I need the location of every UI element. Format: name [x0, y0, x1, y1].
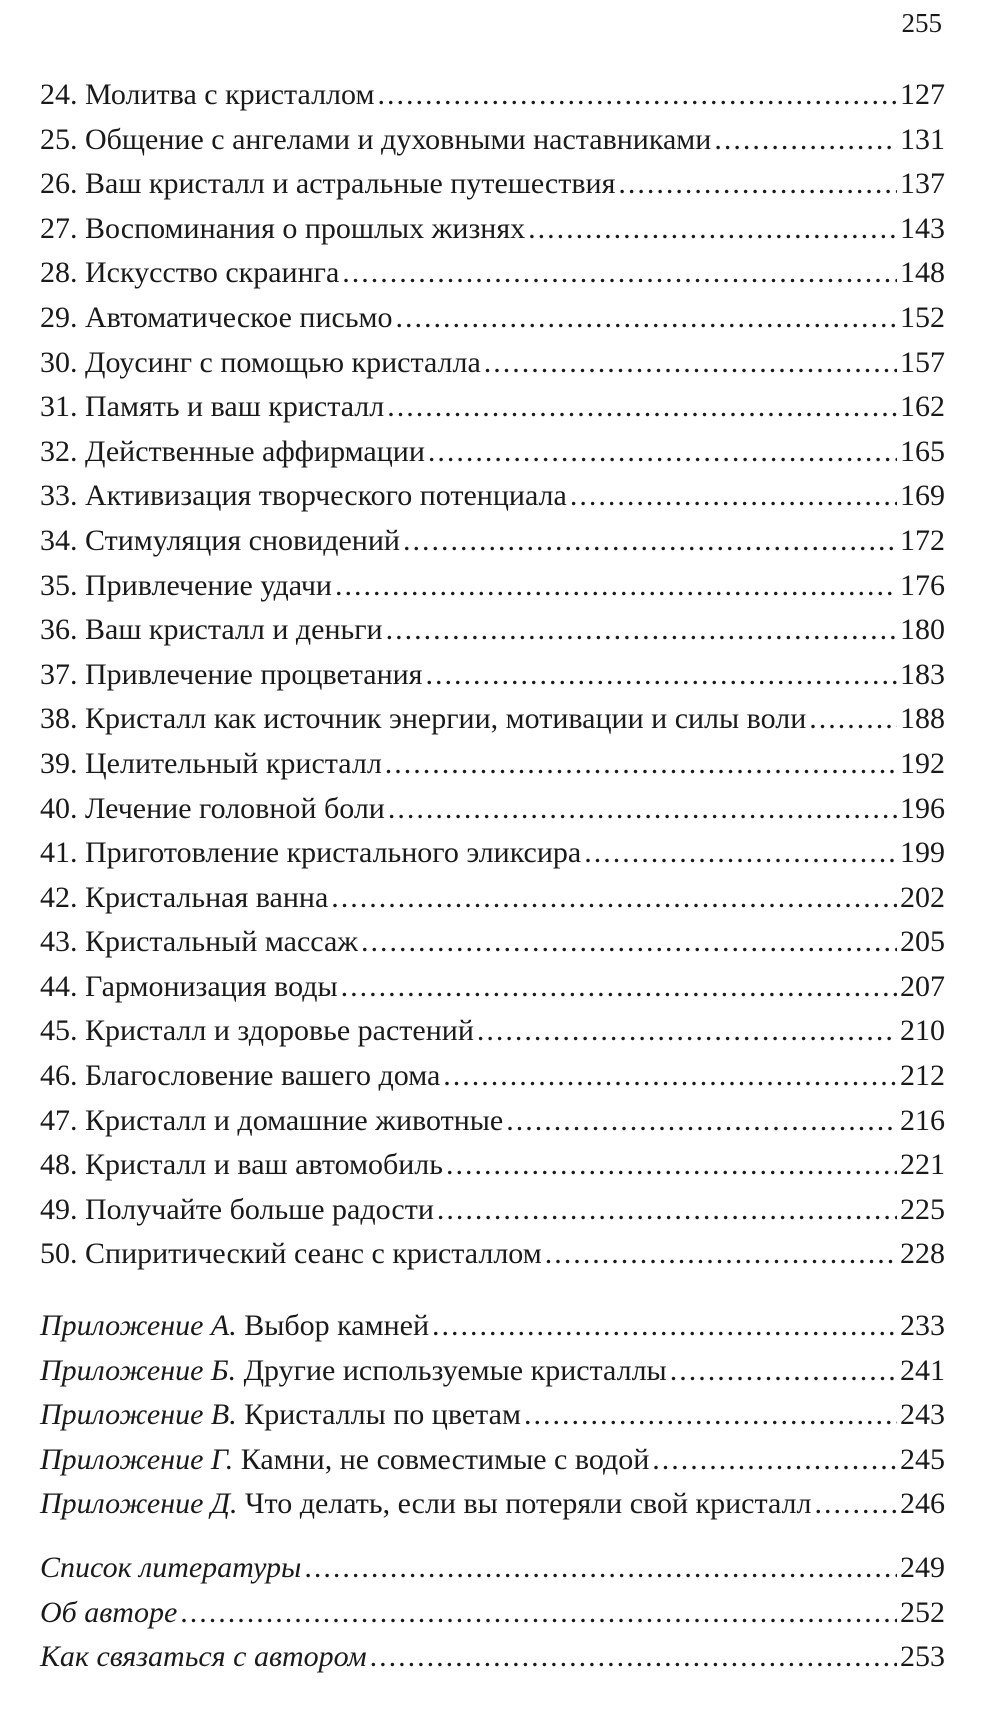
entry-title-text: Другие используемые кристаллы [243, 1353, 667, 1387]
entry-title-text: 32. Действенные аффирмации [40, 434, 425, 468]
appendix-prefix: Приложение Д. [40, 1487, 238, 1521]
toc-entry [40, 965, 945, 1010]
entry-page-number: 162 [900, 390, 945, 424]
toc-entry [40, 207, 945, 252]
appendix-entry [40, 1349, 945, 1394]
entry-title [40, 1143, 443, 1188]
entry-page-number: 233 [900, 1309, 945, 1342]
entry-page-number: 199 [900, 836, 945, 870]
dot-leader [377, 73, 897, 118]
toc-entry [40, 519, 945, 564]
entry-title-text: 44. Гармонизация воды [40, 969, 338, 1003]
entry-title [40, 965, 338, 1010]
entry-page-number: 183 [900, 657, 945, 691]
entry-title-text: Камни, не совместимые с водой [240, 1442, 650, 1476]
entry-title-text: Список литературы [40, 1551, 302, 1584]
entry-page-number: 221 [900, 1148, 945, 1182]
entry-title [40, 1304, 429, 1349]
appendix-prefix: Приложение А. [40, 1309, 237, 1342]
entry-page-number: 131 [900, 122, 945, 156]
toc-entry [40, 341, 945, 386]
entry-page-number: 188 [900, 702, 945, 736]
dot-leader [361, 920, 897, 965]
entry-title [40, 920, 358, 965]
back-matter-list [40, 1546, 945, 1680]
dot-leader [432, 1304, 897, 1349]
entry-page-number: 152 [900, 300, 945, 334]
dot-leader [545, 1232, 897, 1277]
dot-leader [443, 1054, 897, 1099]
entry-title [40, 787, 385, 832]
dot-leader [396, 296, 898, 341]
entry-title-text: 29. Автоматическое письмо [40, 300, 393, 334]
entry-page-number: 241 [900, 1353, 945, 1387]
entry-title-text: 46. Благословение вашего дома [40, 1059, 441, 1093]
entry-page-number: 165 [900, 434, 945, 468]
entry-title [40, 341, 481, 386]
dot-leader [484, 341, 897, 386]
entry-title-text: 34. Стимуляция сновидений [40, 523, 400, 557]
entry-title [40, 742, 382, 787]
entry-title-text: Выбор камней [244, 1309, 429, 1342]
entry-title-text: 28. Искусство скраинга [40, 256, 340, 290]
dot-leader [477, 1009, 897, 1054]
appendix-list [40, 1304, 945, 1527]
entry-page-number: 180 [900, 613, 945, 647]
dot-leader [428, 430, 897, 475]
entry-title-text: 33. Активизация творческого потенциала [40, 479, 567, 513]
toc-entry [40, 608, 945, 653]
entry-page-number: 212 [900, 1059, 945, 1093]
entry-title [40, 1232, 542, 1277]
appendix-prefix: Приложение В. [40, 1398, 237, 1432]
dot-leader [814, 1482, 897, 1527]
entry-title [40, 1054, 440, 1099]
entry-title-text: 25. Общение с ангелами и духовными наставниками [40, 122, 712, 156]
entry-page-number: 210 [900, 1014, 945, 1048]
entry-title-text: 27. Воспоминания о прошлых жизнях [40, 211, 526, 245]
page-number: 255 [901, 8, 942, 38]
toc-entry [40, 385, 945, 430]
entry-page-number: 157 [900, 345, 945, 379]
toc-entry [40, 742, 945, 787]
entry-page-number: 169 [900, 479, 945, 513]
entry-page-number: 205 [900, 925, 945, 959]
entry-title [40, 608, 383, 653]
entry-title [40, 519, 400, 564]
entry-page-number: 196 [900, 791, 945, 825]
appendix-prefix: Приложение Г. [40, 1442, 234, 1476]
back-matter-entry [40, 1635, 945, 1680]
toc-entry [40, 1188, 945, 1233]
toc-entry [40, 920, 945, 965]
entry-title-text: 38. Кристалл как источник энергии, мотивации и силы воли [40, 702, 807, 736]
entry-title [40, 831, 581, 876]
toc-entry [40, 1143, 945, 1188]
entry-page-number: 172 [900, 523, 945, 557]
entry-title-text: 49. Получайте больше радости [40, 1192, 434, 1226]
entry-title [40, 653, 422, 698]
entry-page-number: 127 [900, 78, 945, 111]
dot-leader [304, 1546, 897, 1591]
dot-leader [425, 653, 897, 698]
entry-page-number: 148 [900, 256, 945, 290]
toc-entry [40, 1232, 945, 1277]
entry-title [40, 162, 615, 207]
entry-page-number: 192 [900, 746, 945, 780]
entry-title-text: Об авторе [40, 1595, 178, 1629]
toc-entry [40, 1099, 945, 1144]
dot-leader [386, 608, 897, 653]
dot-leader [388, 787, 897, 832]
toc-entry [40, 876, 945, 921]
dot-leader [342, 251, 897, 296]
dot-leader [385, 742, 897, 787]
appendix-entry [40, 1482, 945, 1527]
entry-title-text: 24. Молитва с кристаллом [40, 78, 375, 111]
entry-page-number: 202 [900, 880, 945, 914]
entry-title-text: 43. Кристальный массаж [40, 925, 358, 959]
entry-page-number: 249 [900, 1551, 945, 1584]
entry-title [40, 1635, 367, 1680]
entry-title [40, 118, 711, 163]
entry-title-text: 31. Память и ваш кристалл [40, 390, 385, 424]
toc-entry [40, 430, 945, 475]
entry-title-text: 36. Ваш кристалл и деньги [40, 613, 383, 647]
dot-leader [570, 474, 897, 519]
dot-leader [437, 1188, 897, 1233]
entry-title [40, 1591, 177, 1636]
entry-page-number: 245 [900, 1442, 945, 1476]
entry-title-text: 45. Кристалл и здоровье растений [40, 1014, 474, 1048]
appendix-entry [40, 1304, 945, 1349]
dot-leader [652, 1438, 897, 1483]
chapter-list [40, 73, 945, 1277]
entry-title-text: 37. Привлечение процветания [40, 657, 423, 691]
dot-leader [370, 1635, 897, 1680]
entry-page-number: 252 [900, 1595, 945, 1629]
entry-page-number: 246 [900, 1487, 945, 1521]
entry-title-text: Кристаллы по цветам [244, 1398, 521, 1432]
entry-title [40, 1349, 667, 1394]
dot-leader [506, 1099, 897, 1144]
entry-title [40, 73, 374, 118]
entry-page-number: 137 [900, 167, 945, 201]
dot-leader [446, 1143, 897, 1188]
toc-entry [40, 1054, 945, 1099]
toc-entry [40, 118, 945, 163]
dot-leader [341, 965, 897, 1010]
entry-title-text: 42. Кристальная ванна [40, 880, 329, 914]
entry-title [40, 251, 339, 296]
entry-title-text: 50. Спиритический сеанс с кристаллом [40, 1237, 542, 1271]
entry-title-text: Как связаться с автором [40, 1640, 367, 1674]
entry-title [40, 207, 525, 252]
entry-title-text: 48. Кристалл и ваш автомобиль [40, 1148, 443, 1182]
entry-page-number: 225 [900, 1192, 945, 1226]
entry-title [40, 474, 567, 519]
entry-page-number: 228 [900, 1237, 945, 1271]
toc-entry [40, 787, 945, 832]
dot-leader [670, 1349, 897, 1394]
entry-title [40, 1546, 301, 1591]
entry-title [40, 385, 384, 430]
entry-page-number: 253 [900, 1640, 945, 1674]
dot-leader [387, 385, 897, 430]
toc-entry [40, 162, 945, 207]
entry-title-text: 26. Ваш кристалл и астральные путешествия [40, 167, 616, 201]
appendix-entry [40, 1393, 945, 1438]
dot-leader [584, 831, 897, 876]
entry-title [40, 1009, 474, 1054]
entry-title [40, 1099, 503, 1144]
entry-page-number: 243 [900, 1398, 945, 1432]
toc-entry [40, 697, 945, 742]
entry-page-number: 143 [900, 211, 945, 245]
entry-title-text: 35. Привлечение удачи [40, 568, 332, 602]
entry-title [40, 1482, 811, 1527]
entry-title [40, 1393, 521, 1438]
entry-title [40, 296, 393, 341]
entry-page-number: 216 [900, 1103, 945, 1137]
appendix-prefix: Приложение Б. [40, 1353, 237, 1387]
dot-leader [335, 564, 897, 609]
dot-leader [618, 162, 897, 207]
dot-leader [528, 207, 897, 252]
toc-entry [40, 653, 945, 698]
dot-leader [524, 1393, 897, 1438]
entry-title-text: 47. Кристалл и домашние животные [40, 1103, 504, 1137]
dot-leader [180, 1591, 897, 1636]
appendix-entry [40, 1438, 945, 1483]
dot-leader [809, 697, 897, 742]
toc-entry [40, 564, 945, 609]
entry-title [40, 1438, 649, 1483]
back-matter-entry [40, 1591, 945, 1636]
entry-title-text: 40. Лечение головной боли [40, 791, 385, 825]
back-matter-entry [40, 1546, 945, 1591]
entry-title [40, 876, 328, 921]
entry-title [40, 697, 806, 742]
entry-page-number: 207 [900, 969, 945, 1003]
toc-entry [40, 296, 945, 341]
entry-title [40, 1188, 434, 1233]
toc-entry [40, 251, 945, 296]
entry-title-text: 39. Целительный кристалл [40, 746, 382, 780]
toc-entry [40, 1009, 945, 1054]
toc-entry [40, 73, 945, 118]
entry-page-number: 176 [900, 568, 945, 602]
toc-entry [40, 831, 945, 876]
entry-title-text: 30. Доусинг с помощью кристалла [40, 345, 481, 379]
entry-title-text: 41. Приготовление кристального эликсира [40, 836, 582, 870]
toc-entry [40, 474, 945, 519]
dot-leader [403, 519, 897, 564]
entry-title [40, 564, 332, 609]
dot-leader [714, 118, 897, 163]
entry-title-text: Что делать, если вы потеряли свой кристалл [244, 1487, 812, 1521]
dot-leader [331, 876, 897, 921]
entry-title [40, 430, 425, 475]
